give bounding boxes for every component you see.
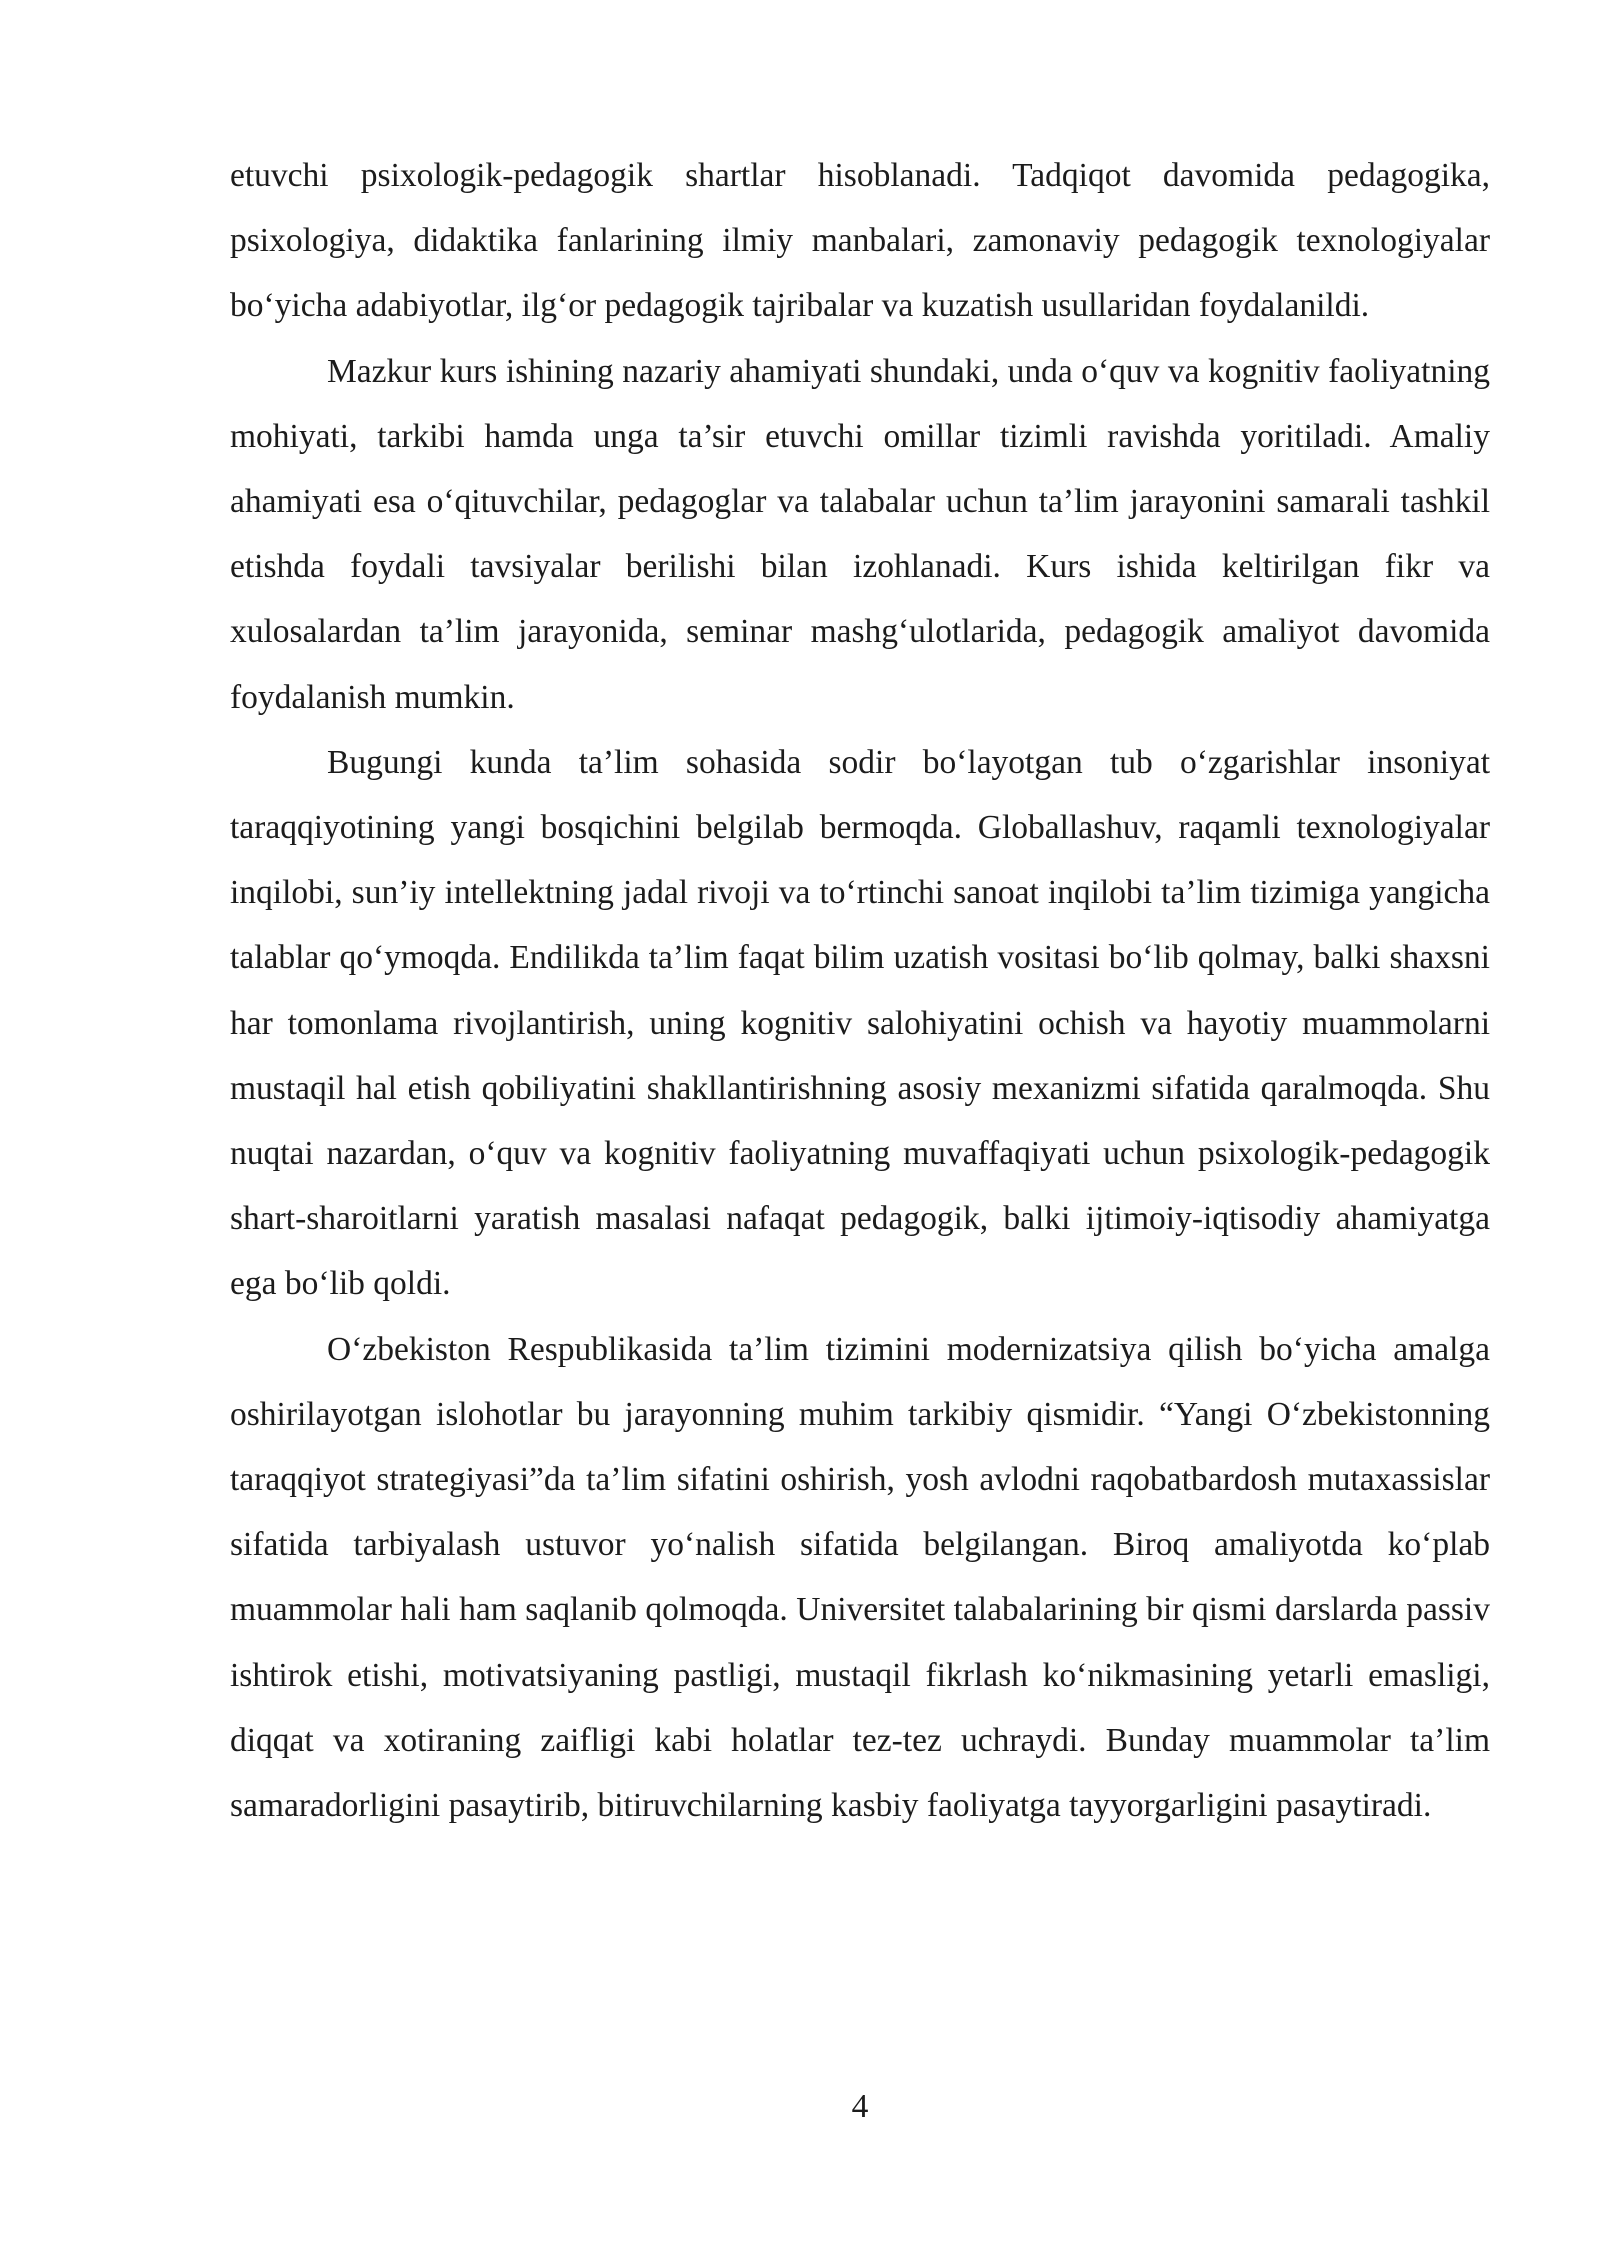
paragraph-significance: Mazkur kurs ishining nazariy ahamiyati shundaki, unda o‘quv va kognitiv faoliyatning mohiyati, tarkibi hamda unga ta’sir etuvchi omillar tizimli ravishda yoritiladi. Amaliy ahamiyati esa o‘qituvchilar, pedagoglar va talabalar uchun ta’lim jarayonini samarali tashkil etishda foydali tavsiyalar berilishi bilan izohlanadi. Kurs ishida keltirilgan fikr va xulosalardan ta’lim jarayonida, seminar mashg‘ulotlarida, pedagogik amaliyot davomida foydalanish mumkin. — [230, 352, 1490, 716]
paragraph-education-changes: Bugungi kunda ta’lim sohasida sodir bo‘layotgan tub o‘zgarishlar insoniyat taraqqiyotining yangi bosqichini belgilab bermoqda. Globallashuv, raqamli texnologiyalar inqilobi, sun’iy intellektning jadal rivoji va to‘rtinchi sanoat inqilobi ta’lim tizimiga yangicha talablar qo‘ymoqda. Endilikda ta’lim faqat bilim uzatish vositasi bo‘lib qolmay, balki shaxsni har tomonlama rivojlantirish, uning kognitiv salohiyatini ochish va hayotiy muammolarni mustaqil hal etish qobiliyatini shakllantirishning asosiy mexanizmi sifatida qaralmoqda. Shu nuqtai nazardan, o‘quv va kognitiv faoliyatning muvaffaqiyati uchun psixologik-pedagogik shart-sharoitlarni yaratish masalasi nafaqat pedagogik, balki ijtimoiy-iqtisodiy ahamiyatga ega bo‘lib qoldi. — [230, 743, 1490, 1303]
paragraph-continuation: etuvchi psixologik-pedagogik shartlar hisoblanadi. Tadqiqot davomida pedagogika, psixologiya, didaktika fanlarining ilmiy manbalari, zamonaviy pedagogik texnologiyalar bo‘yicha adabiyotlar, ilg‘or pedagogik tajribalar va kuzatish usullaridan foydalanildi. — [230, 157, 1490, 325]
paragraph-uzbekistan-reforms: O‘zbekiston Respublikasida ta’lim tizimini modernizatsiya qilish bo‘yicha amalga oshirilayotgan islohotlar bu jarayonning muhim tarkibiy qismidir. “Yangi O‘zbekistonning taraqqiyot strategiyasi”da ta’lim sifatini oshirish, yosh avlodni raqobatbardosh mutaxassislar sifatida tarbiyalash ustuvor yo‘nalish sifatida belgilangan. Biroq amaliyotda ko‘plab muammolar hali ham saqlanib qolmoqda. Universitet talabalarining bir qismi darslarda passiv ishtirok etishi, motivatsiyaning pastligi, mustaqil fikrlash ko‘nikmasining yetarli emasligi, diqqat va xotiraning zaifligi kabi holatlar tez-tez uchraydi. Bunday muammolar ta’lim samaradorligini pasaytirib, bitiruvchilarning kasbiy faoliyatga tayyorgarligini pasaytiradi. — [230, 1330, 1490, 1825]
body-text — [230, 143, 1490, 1838]
page-number: 4 — [851, 2088, 869, 2125]
